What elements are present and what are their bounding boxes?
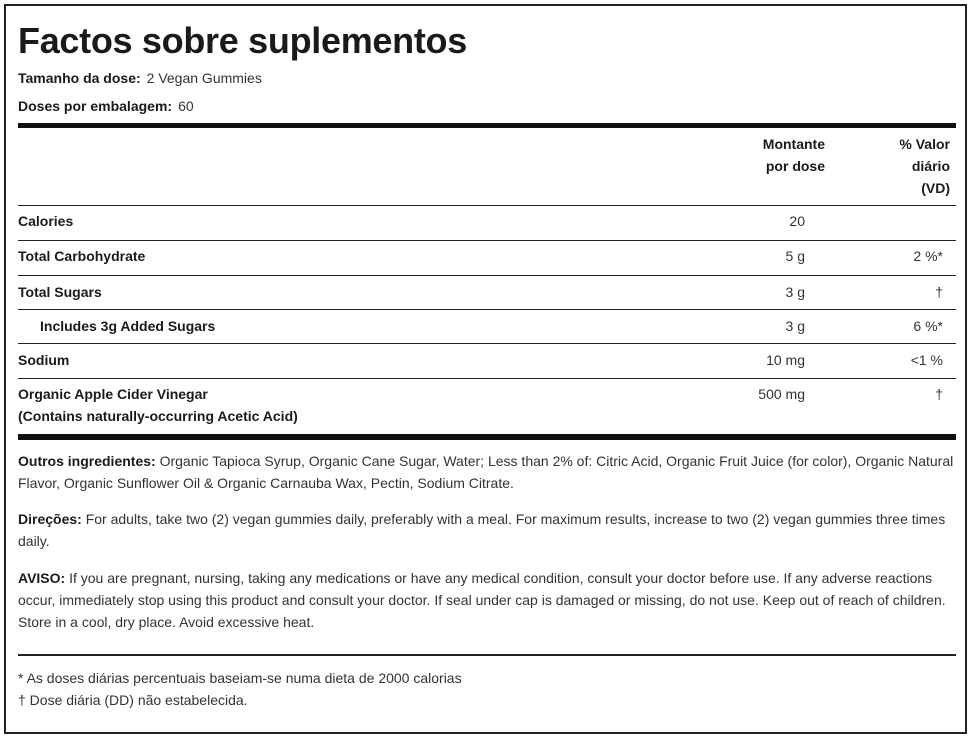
nutrient-amount-total-sugars: 3 g [785,284,805,300]
directions [18,508,956,552]
column-header-amount-line2: por dose [765,158,825,174]
nutrient-dv-apple-cider-vinegar: † [935,386,943,402]
nutrient-label-total-sugars: Total Sugars [18,284,102,300]
servings-per-container-label: Doses por embalagem: [18,98,173,114]
nutrient-label-sodium: Sodium [18,352,70,368]
divider-thick-top [18,123,956,128]
divider [18,205,956,206]
footnote-not-established: † Dose diária (DD) não estabelecida. [18,692,248,708]
nutrient-label-apple-cider-vinegar-line2: (Contains naturally-occurring Acetic Acid) [18,408,298,424]
nutrient-dv-added-sugars: 6 %* [913,318,943,334]
warning-text: If you are pregnant, nursing, taking any medications or have any medical condition, consult your doctor before use. If any adverse reactions occur, immediately stop using this product and consult your doctor. If seal under cap is damaged or missing, do not use. Keep out of reach of children. Store in a cool, dry place. Avoid excessive heat. [18,570,946,630]
column-header-dv-line3: (VD) [921,180,950,196]
nutrient-amount-sodium: 10 mg [766,352,805,368]
nutrient-label-apple-cider-vinegar-line1: Organic Apple Cider Vinegar [18,386,208,402]
nutrient-label-added-sugars: Includes 3g Added Sugars [40,318,216,334]
serving-size [18,70,262,86]
page-title: Factos sobre suplementos [18,20,467,61]
column-header-dv-line2: diário [911,158,950,174]
nutrient-label-total-carbohydrate: Total Carbohydrate [18,248,146,264]
divider [18,309,956,310]
other-ingredients [18,450,956,494]
serving-size-label: Tamanho da dose: [18,70,141,86]
footnote-daily-value: * As doses diárias percentuais baseiam-se numa dieta de 2000 calorias [18,670,462,686]
nutrient-dv-sodium: <1 % [910,352,943,368]
column-header-dv-line1: % Valor [899,136,950,152]
column-header-amount [763,133,825,177]
warning-label: AVISO: [18,570,66,586]
servings-per-container-value: 60 [178,98,194,114]
divider [18,378,956,379]
nutrient-amount-apple-cider-vinegar: 500 mg [758,386,805,402]
serving-size-value: 2 Vegan Gummies [146,70,262,86]
servings-per-container [18,98,194,114]
column-header-amount-line1: Montante [762,136,825,152]
nutrient-label-calories: Calories [18,213,74,229]
supplement-facts-panel [4,4,967,734]
divider [18,240,956,241]
other-ingredients-text: Organic Tapioca Syrup, Organic Cane Sugar, Water; Less than 2% of: Citric Acid, Organic Fruit Juice (for color), Organic Natural Flavor, Organic Sunflower Oil & Organic Carnauba Wax, Pectin, Sodium Citrate. [18,453,954,491]
nutrient-dv-total-carbohydrate: 2 %* [913,248,943,264]
column-header-dv [899,133,950,199]
warning [18,567,956,633]
nutrient-amount-added-sugars: 3 g [785,318,805,334]
other-ingredients-label: Outros ingredientes: [18,453,156,469]
nutrient-label-apple-cider-vinegar [18,383,298,427]
divider-thick-bottom [18,434,956,440]
divider [18,275,956,276]
directions-text: For adults, take two (2) vegan gummies daily, preferably with a meal. For maximum results, increase to two (2) vegan gummies three times daily. [18,511,946,549]
divider [18,343,956,344]
divider-footnotes [18,654,956,656]
nutrient-amount-calories: 20 [789,213,805,229]
nutrient-amount-total-carbohydrate: 5 g [785,248,805,264]
directions-label: Direções: [18,511,82,527]
nutrient-dv-total-sugars: † [935,284,943,300]
